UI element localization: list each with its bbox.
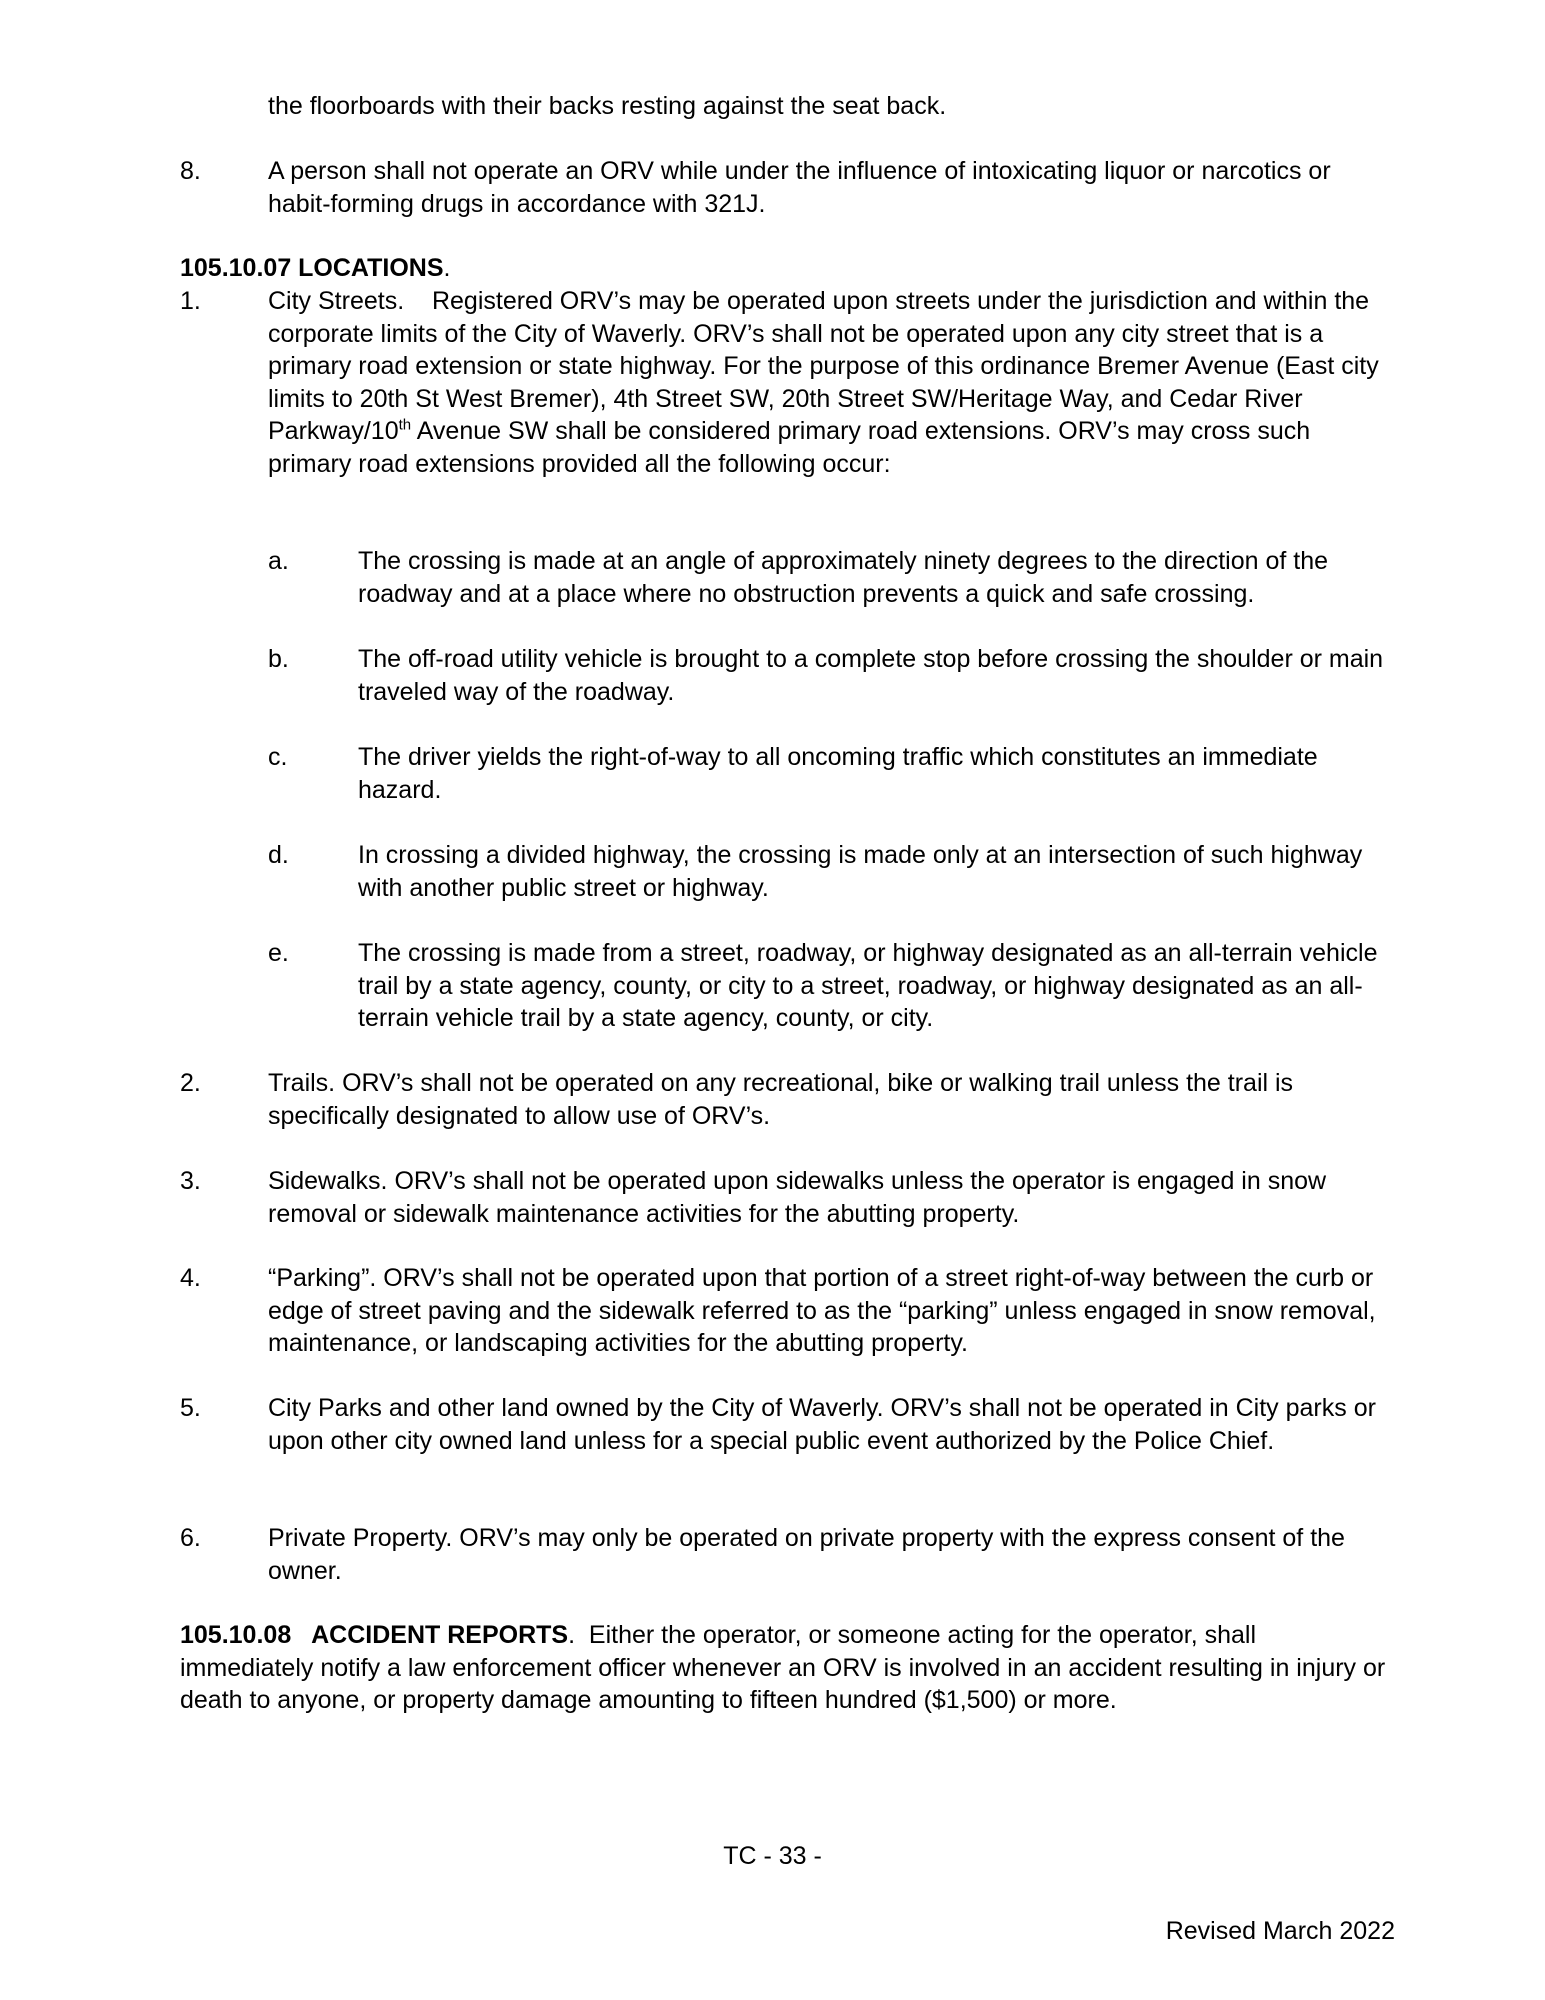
location-item-2-text: Trails. ORV’s shall not be operated on any recreational, bike or walking trail unless the trail is specifically designated to allow use of ORV’s. bbox=[268, 1069, 1294, 1130]
location-item-3-text: Sidewalks. ORV’s shall not be operated upon sidewalks unless the operator is engaged in snow removal or sidewalk maintenance activities for the abutting property. bbox=[268, 1167, 1327, 1228]
section-07-heading-period: . bbox=[443, 254, 451, 282]
subitem-c-text: The driver yields the right-of-way to all oncoming traffic which constitutes an immediate hazard. bbox=[358, 743, 1318, 804]
section-07-heading bbox=[180, 252, 450, 285]
subitem-e-text: The crossing is made from a street, roadway, or highway designated as an all-terrain vehicle trail by a state agency, county, or city to a street, roadway, or highway designated as an all-terrain vehicle trail by a state agency, county, or city. bbox=[358, 939, 1378, 1032]
location-item-6-text: Private Property. ORV’s may only be operated on private property with the express consent of the owner. bbox=[268, 1524, 1345, 1585]
subitem-e-letter: e. bbox=[268, 939, 289, 967]
section-08-text: . Either the operator, or someone acting for the operator, shall immediately notify a law enforcement officer whenever an ORV is involved in an accident resulting in injury or death to anyone, or property damage amounting to fifteen hundred ($1,500) or more. bbox=[180, 1621, 1393, 1714]
subitem-c-letter: c. bbox=[268, 743, 288, 771]
location-item-4-number: 4. bbox=[180, 1264, 201, 1292]
subitem-b-text: The off-road utility vehicle is brought to a complete stop before crossing the shoulder or main traveled way of the roadway. bbox=[358, 645, 1384, 706]
ordinal-superscript: th bbox=[398, 416, 412, 434]
section-07-heading-label: 105.10.07 LOCATIONS bbox=[180, 254, 444, 282]
subitem-d-text: In crossing a divided highway, the crossing is made only at an intersection of such highway with another public street or highway. bbox=[358, 841, 1363, 902]
location-item-1-text bbox=[268, 285, 1398, 480]
subitem-d-letter: d. bbox=[268, 841, 289, 869]
location-item-1-body-a: Registered ORV’s may be operated upon streets under the jurisdiction and within the corporate limits of the City of Waverly. ORV’s shall not be operated upon any city street that is a primary road extension or state highway. For the purpose of this ordinance Bremer Avenue (East city limits to 20th St West Bremer), 4th Street SW, 20th Street SW/Heritage Way, and Cedar River Parkway/10 bbox=[268, 287, 1379, 445]
location-item-4-text: “Parking”. ORV’s shall not be operated upon that portion of a street right-of-way between the curb or edge of street paving and the sidewalk referred to as the “parking” unless engaged in snow removal, maintenance, or landscaping activities for the abutting property. bbox=[268, 1264, 1376, 1357]
section-08-heading: 105.10.08 ACCIDENT REPORTS bbox=[180, 1621, 569, 1649]
location-item-2-number: 2. bbox=[180, 1069, 201, 1097]
location-item-1-title: City Streets. bbox=[268, 287, 405, 315]
location-item-5-number: 5. bbox=[180, 1394, 201, 1422]
location-item-5-text: City Parks and other land owned by the City of Waverly. ORV’s shall not be operated in City parks or upon other city owned land unless for a special public event authorized by the Police Chief. bbox=[268, 1394, 1376, 1455]
location-item-1-number: 1. bbox=[180, 287, 201, 315]
location-item-6-number: 6. bbox=[180, 1524, 201, 1552]
item-8-text: A person shall not operate an ORV while under the influence of intoxicating liquor or narcotics or habit-forming drugs in accordance with 321J. bbox=[268, 157, 1331, 218]
revision-date: Revised March 2022 bbox=[1165, 1917, 1395, 1945]
location-item-3-number: 3. bbox=[180, 1167, 201, 1195]
subitem-a-text: The crossing is made at an angle of approximately ninety degrees to the direction of the roadway and at a place where no obstruction prevents a quick and safe crossing. bbox=[358, 547, 1329, 608]
page-number: TC - 33 - bbox=[723, 1842, 822, 1870]
subitem-b-letter: b. bbox=[268, 645, 289, 673]
subitem-a-letter: a. bbox=[268, 547, 289, 575]
section-08-paragraph bbox=[180, 1619, 1393, 1717]
continuation-text: the floorboards with their backs resting against the seat back. bbox=[268, 92, 947, 120]
item-8-number: 8. bbox=[180, 157, 201, 185]
location-item-1-body-b: Avenue SW shall be considered primary road extensions. ORV’s may cross such primary road extensions provided all the following occur: bbox=[268, 417, 1311, 478]
